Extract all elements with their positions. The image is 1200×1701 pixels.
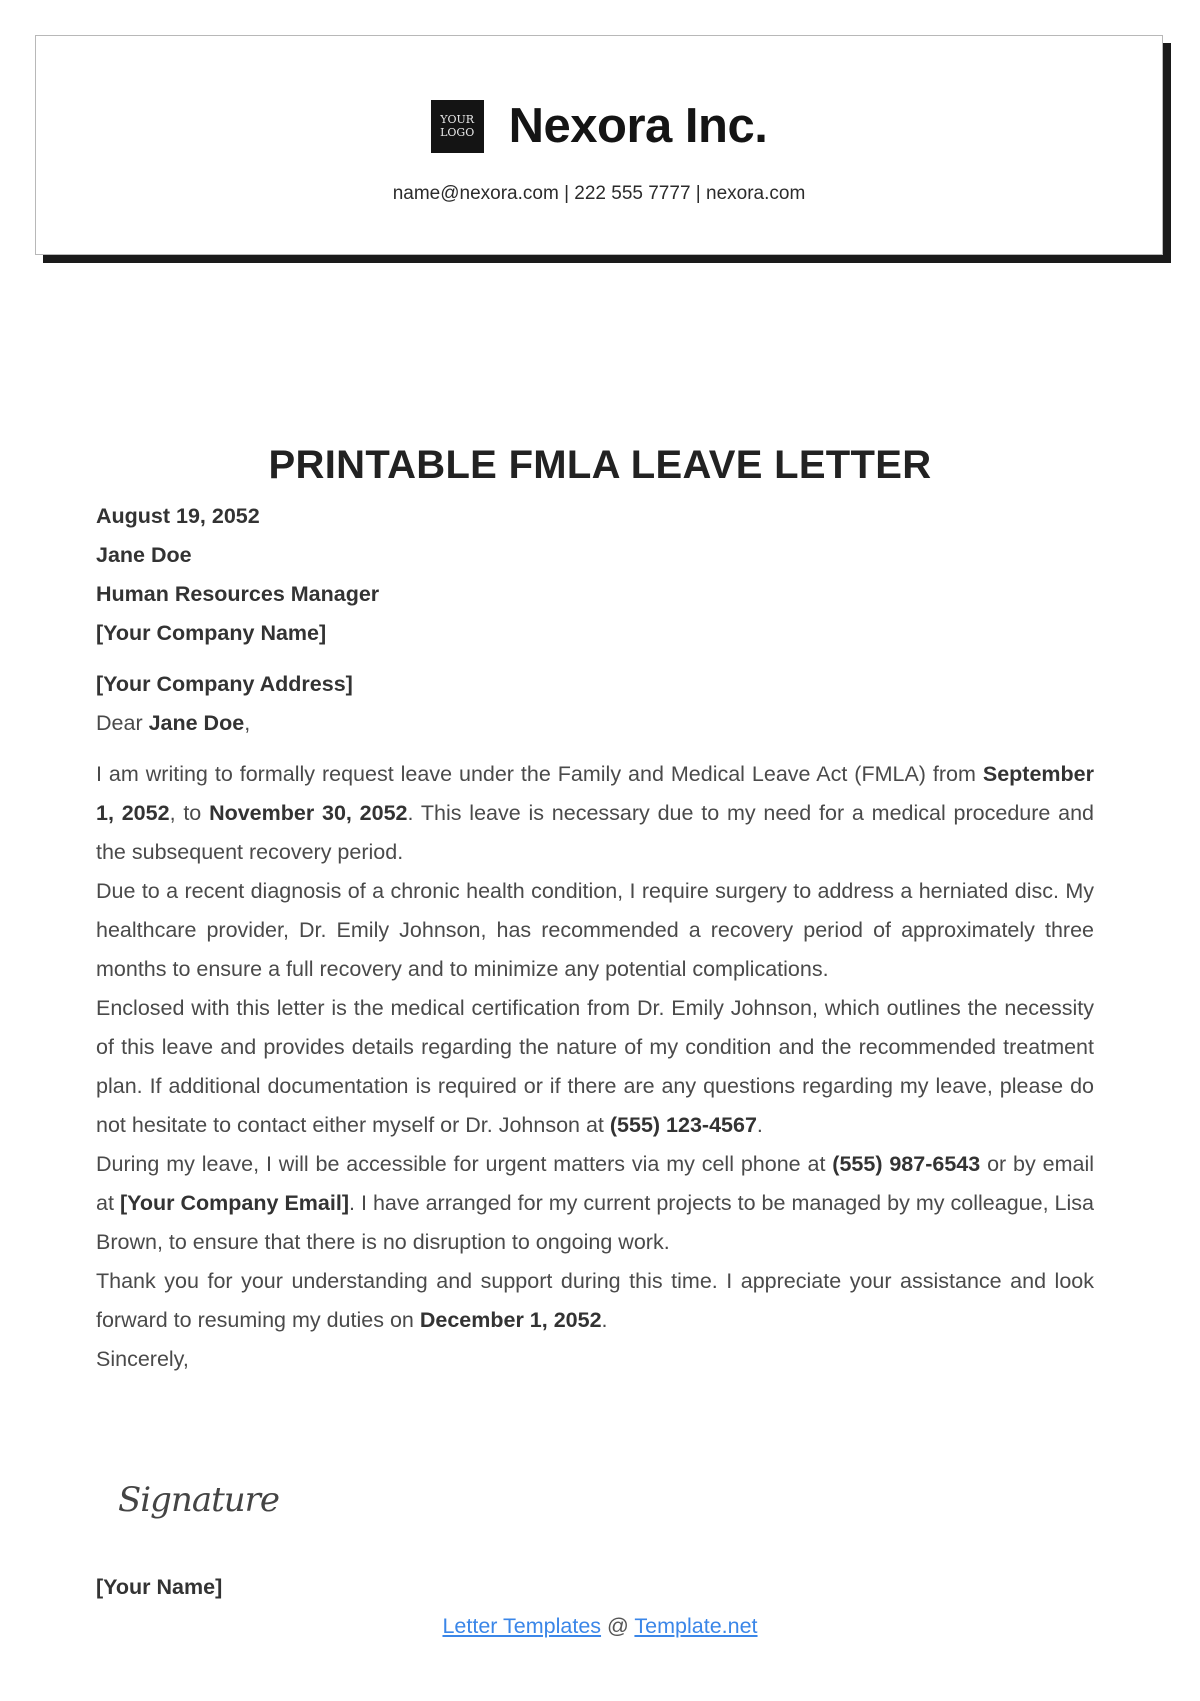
salutation-name: Jane Doe [148, 711, 245, 735]
leave-end-date: November 30, 2052 [209, 801, 408, 825]
logo-placeholder [431, 100, 484, 153]
sender-name: [Your Name] [96, 1575, 223, 1599]
logo-text-line1: YOUR [440, 113, 475, 126]
letter-body [96, 497, 1094, 1379]
recipient-name: Jane Doe [96, 543, 192, 567]
letterhead [35, 35, 1163, 255]
text: , to [169, 801, 210, 825]
doctor-phone: (555) 123-4567 [609, 1113, 757, 1137]
company-contact: name@nexora.com | 222 555 7777 | nexora.com [392, 183, 806, 204]
company-name: Nexora Inc. [508, 99, 768, 153]
logo-text-line2: LOGO [440, 126, 475, 139]
text: . This leave is necessary due to my need for a medical procedure and the subsequent recovery period. [96, 801, 1095, 864]
recipient-address: [Your Company Address] [96, 672, 353, 696]
cell-phone: (555) 987-6543 [832, 1152, 981, 1176]
footer [0, 1614, 1200, 1639]
company-email: [Your Company Email] [119, 1191, 349, 1215]
document-title: PRINTABLE FMLA LEAVE LETTER [268, 443, 932, 487]
text: During my leave, I will be accessible for urgent matters via my cell phone at [96, 1152, 833, 1176]
salutation-prefix: Dear [96, 711, 149, 735]
salutation-suffix: , [244, 711, 251, 735]
text: . I have arranged for my current projects to be managed by my colleague, Lisa Brown, to ensure that there is no disruption to ongoing work. [96, 1191, 1094, 1254]
template-net-link[interactable]: Template.net [634, 1614, 758, 1638]
return-date: December 1, 2052 [419, 1308, 602, 1332]
recipient-position: Human Resources Manager [96, 582, 380, 606]
paragraph-certification [96, 989, 1094, 1145]
paragraph-leave-request [96, 755, 1094, 872]
salutation [96, 704, 1094, 743]
recipient-company: [Your Company Name] [96, 621, 327, 645]
letter-date: August 19, 2052 [96, 504, 260, 528]
text: or by email at [96, 1152, 1095, 1215]
text: Due to a recent diagnosis of a chronic health condition, I require surgery to address a herniated disc. My healthcare provider, Dr. Emily Johnson, has recommended a recovery period of approximately three months to ensure a full recovery and to minimize any potential complications. [96, 879, 1094, 981]
text: Enclosed with this letter is the medical certification from Dr. Emily Johnson, which outlines the necessity of this leave and provides details regarding the nature of my condition and the recommended treatment plan. If additional documentation is required or if there are any questions regarding my leave, please do not hesitate to contact either myself or Dr. Johnson at [96, 996, 1094, 1137]
closing: Sincerely, [96, 1347, 189, 1371]
paragraph-medical-reason [96, 872, 1094, 989]
letter-templates-link[interactable]: Letter Templates [442, 1614, 602, 1638]
text: . [601, 1308, 608, 1332]
leave-start-date: September 1, 2052 [96, 762, 1094, 825]
paragraph-availability [96, 1145, 1094, 1262]
paragraph-thanks [96, 1262, 1094, 1340]
brand-row [36, 98, 1162, 154]
text: . [756, 1113, 763, 1137]
footer-separator: @ [601, 1614, 635, 1638]
signature: Signature [118, 1480, 280, 1520]
text: I am writing to formally request leave under the Family and Medical Leave Act (FMLA) from [96, 762, 983, 786]
text: Thank you for your understanding and support during this time. I appreciate your assistance and look forward to resuming my duties on [96, 1269, 1094, 1332]
